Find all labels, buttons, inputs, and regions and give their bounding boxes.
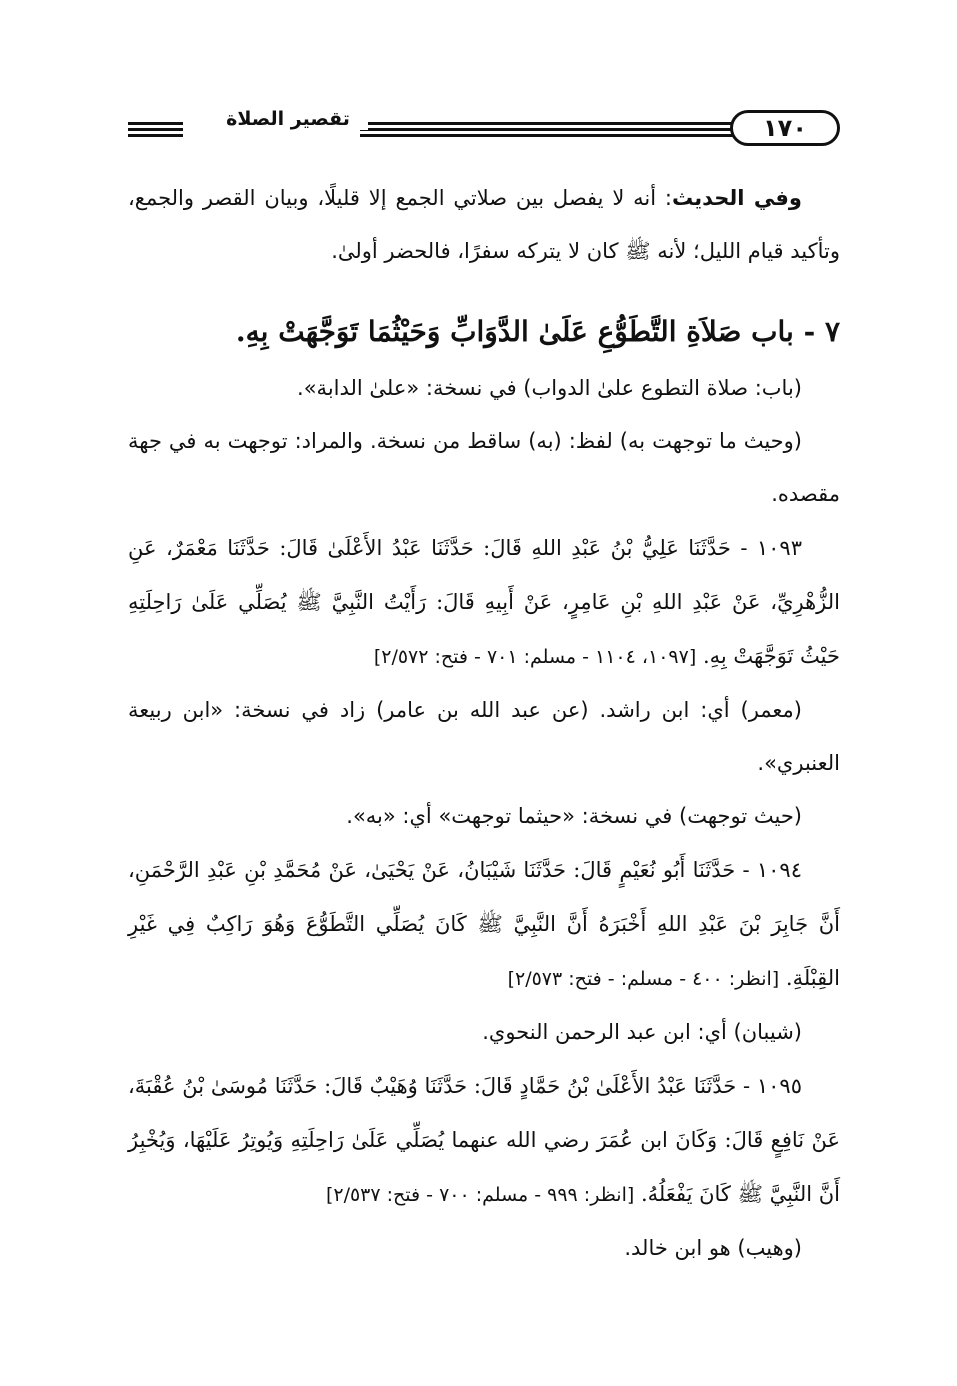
hadith-1095 xyxy=(128,1059,840,1222)
hadith-1093 xyxy=(128,521,840,684)
header-rule xyxy=(360,134,735,137)
commentary-paragraph xyxy=(128,172,840,278)
chapter-heading: ٧ - باب صَلاَةِ التَّطَوُّعِ عَلَىٰ الدَّوَابِّ وَحَيْثُمَا تَوَجَّهَتْ بِهِ. xyxy=(235,315,840,348)
header-rule xyxy=(128,134,183,137)
header-rule xyxy=(360,122,735,125)
running-title: تقصير الصلاة xyxy=(208,108,368,130)
header-rule xyxy=(128,122,183,125)
page-number: ١٧٠ xyxy=(730,110,840,146)
hadith-text: ١٠٩٣ - حَدَّثَنَا عَلِيُّ بْنُ عَبْدِ اللهِ قَالَ: حَدَّثَنَا عَبْدُ الأَعْلَىٰ قَالَ: حَدَّثَنَا مَعْمَرٌ، عَنِ الزُّهْرِيِّ، عَنْ عَبْدِ اللهِ بْنِ عَامِرٍ، عَنْ أَبِيهِ قَالَ: رَأَيْتُ النَّبِيَّ ﷺ يُصَلِّي عَلَىٰ رَاحِلَتِهِ حَيْثُ تَوَجَّهَتْ بِهِ. xyxy=(128,536,840,668)
hadith-text: ١٠٩٤ - حَدَّثَنَا أَبُو نُعَيْمٍ قَالَ: حَدَّثَنَا شَيْبَانُ، عَنْ يَحْيَىٰ، عَنْ مُحَمَّدِ بْنِ عَبْدِ الرَّحْمَنِ، أَنَّ جَابِرَ بْنَ عَبْدِ اللهِ أَخْبَرَهُ أَنَّ النَّبِيَّ ﷺ كَانَ يُصَلِّي التَّطَوُّعَ وَهُوَ رَاكِبٌ فِي غَيْرِ القِبْلَةِ. xyxy=(128,858,840,990)
commentary-note: (حيث توجهت) في نسخة: «حيثما توجهت» أي: «به». xyxy=(346,804,802,828)
commentary-note: (شيبان) أي: ابن عبد الرحمن النحوي. xyxy=(482,1020,802,1044)
page-header xyxy=(128,100,840,150)
hadith-1094 xyxy=(128,843,840,1006)
hadith-reference: [انظر: ٤٠٠ - مسلم: - فتح: ٢/٥٧٣] xyxy=(507,968,780,990)
commentary-note: (باب: صلاة التطوع علىٰ الدواب) في نسخة: «علىٰ الدابة». xyxy=(297,376,802,400)
commentary-note: (وحيث ما توجهت به) لفظ: (به) ساقط من نسخة. والمراد: توجهت به في جهة مقصده. xyxy=(128,429,840,506)
commentary-note: (وهيب) هو ابن خالد. xyxy=(624,1236,802,1260)
commentary-text: : أنه لا يفصل بين صلاتي الجمع إلا قليلًا، وبيان القصر والجمع، وتأكيد قيام الليل؛ لأنه ﷺ كان لا يتركه سفرًا، فالحضر أولىٰ. xyxy=(128,186,840,263)
header-rule xyxy=(360,128,735,131)
commentary-note: (معمر) أي: ابن راشد. (عن عبد الله بن عامر) زاد في نسخة: «ابن ربيعة العنبري». xyxy=(128,698,840,775)
hadith-reference: [انظر: ٩٩٩ - مسلم: ٧٠٠ - فتح: ٢/٥٣٧] xyxy=(325,1184,635,1206)
hadith-text: ١٠٩٥ - حَدَّثَنَا عَبْدُ الأَعْلَىٰ بْنُ حَمَّادٍ قَالَ: حَدَّثَنَا وُهَيْبٌ قَالَ: حَدَّثَنَا مُوسَىٰ بْنُ عُقْبَةَ، عَنْ نَافِعٍ قَالَ: وَكَانَ ابن عُمَرَ رضي الله عنهما يُصَلِّي عَلَىٰ رَاحِلَتِهِ وَيُوتِرُ عَلَيْهَا، وَيُخْبِرُ أَنَّ النَّبِيَّ ﷺ كَانَ يَفْعَلُهُ. xyxy=(128,1074,840,1206)
commentary-lead: وفي الحديث xyxy=(672,186,802,210)
hadith-reference: [١٠٩٧، ١١٠٤ - مسلم: ٧٠١ - فتح: ٢/٥٧٢] xyxy=(373,646,697,668)
page-body xyxy=(128,172,840,1275)
header-rule xyxy=(128,128,183,131)
